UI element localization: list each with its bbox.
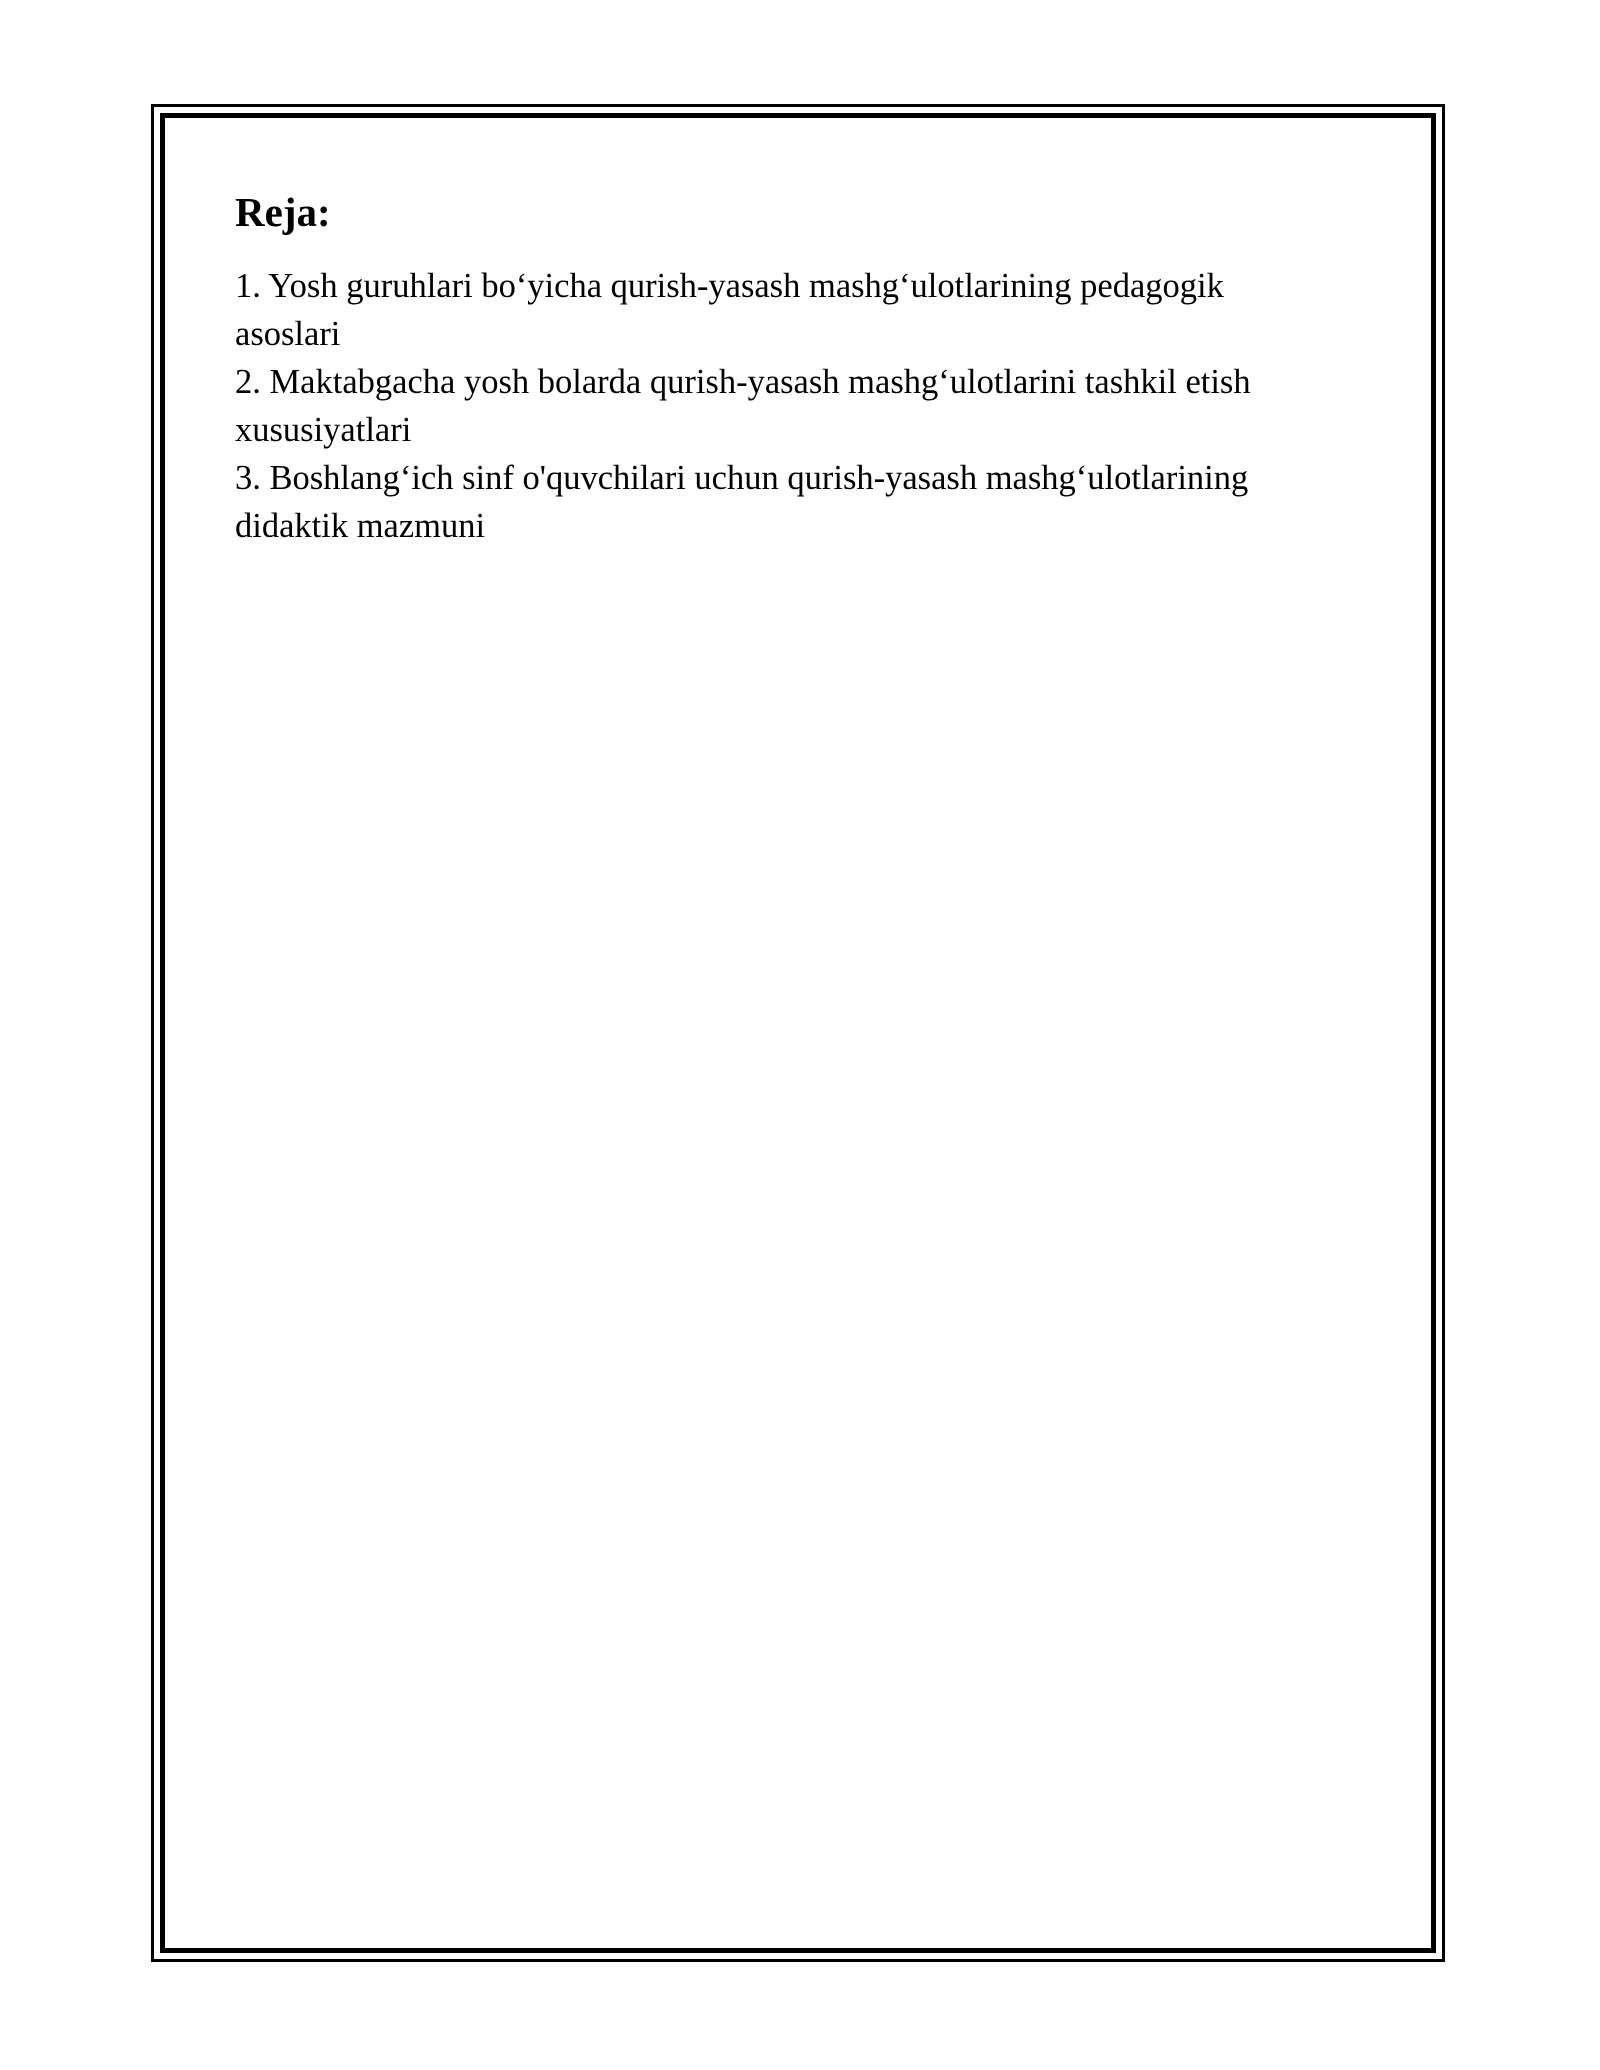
plan-list <box>235 262 1365 550</box>
plan-heading: Reja: <box>235 189 331 235</box>
plan-item-1-line-1: 1. Yosh guruhlari bo‘yicha qurish-yasash mashg‘ulotlarining pedagogik <box>235 267 1224 305</box>
plan-item-3-line-2: didaktik mazmuni <box>235 507 486 545</box>
plan-item-3-line-1: 3. Boshlang‘ich sinf o'quvchilari uchun qurish-yasash mashg‘ulotlarining <box>235 459 1249 497</box>
plan-item-1 <box>235 262 1365 358</box>
plan-item-1-line-2: asoslari <box>235 315 341 353</box>
plan-item-3 <box>235 454 1365 550</box>
plan-item-2-line-1: 2. Maktabgacha yosh bolarda qurish-yasash mashg‘ulotlarini tashkil etish <box>235 363 1251 401</box>
plan-item-2-line-2: xususiyatlari <box>235 411 412 449</box>
plan-item-2 <box>235 358 1365 454</box>
document-content <box>235 186 1365 550</box>
